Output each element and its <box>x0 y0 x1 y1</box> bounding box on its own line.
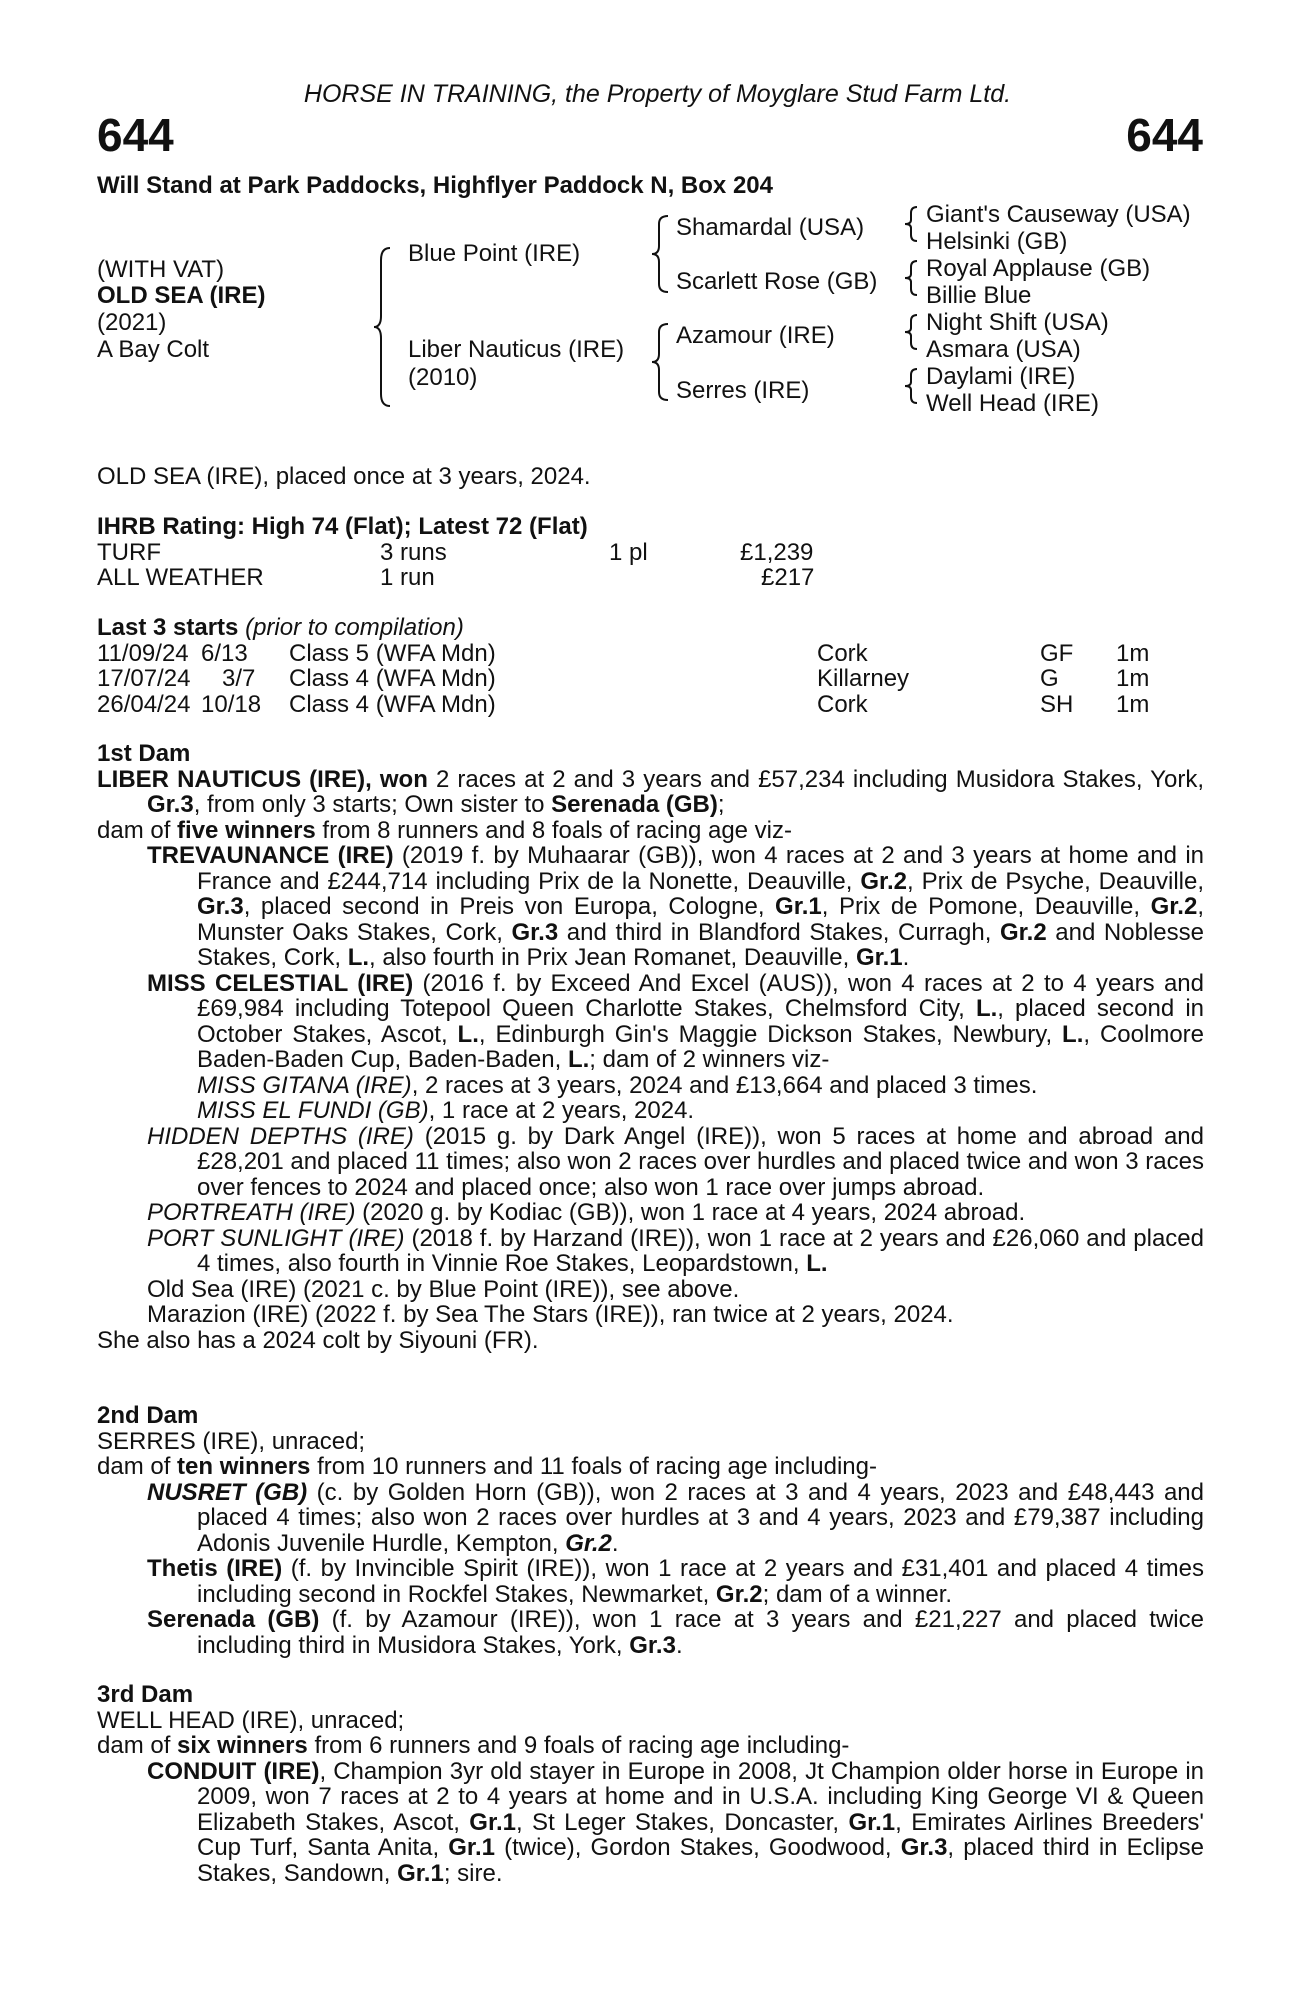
start-position: 6/13 <box>201 639 248 667</box>
rating-prize: £217 <box>761 564 815 591</box>
start-position: 10/18 <box>201 690 262 718</box>
progeny-text: (2015 g. by Dark Angel (IRE)), won 5 races at home and abroad and £28,201 and placed 11 times; also won 2 races over hurdles and placed twice and won 3 races over fences to 2024 and placed once; also won 1 race over jumps abroad. <box>197 1122 1204 1201</box>
progeny-text: (f. by Azamour (IRE)), won 1 race at 3 years and £21,227 and placed twice including third in Musidora Stakes, York, <box>197 1606 1204 1659</box>
progeny-text: ; sire. <box>443 1859 503 1887</box>
starts-heading: Last 3 starts <box>97 614 239 641</box>
stand-location: Will Stand at Park Paddocks, Highflyer Paddock N, Box 204 <box>97 172 773 199</box>
grade: Gr.1 <box>855 944 903 971</box>
start-distance: 1m <box>1116 665 1150 692</box>
grade: Gr.3 <box>147 791 194 818</box>
dam-colt-note: She also has a 2024 colt by Siyouni (FR). <box>97 1326 539 1354</box>
start-date: 26/04/24 <box>97 690 191 718</box>
progeny-old-sea: Old Sea (IRE) (2021 c. by Blue Point (IRE)), see above. <box>147 1275 740 1303</box>
progeny-text: , Champion 3yr old stayer in Europe in 2008, Jt Champion older horse in Europe in 2009, won 7 races at 2 to 4 years at home and in U.S.A. including King George VI & Queen Elizabeth Stakes, Ascot, <box>197 1757 1205 1836</box>
rating-runs: 3 runs <box>380 538 447 566</box>
progeny-hidden-depths <box>97 1124 1204 1201</box>
rating-runs: 1 run <box>380 564 435 591</box>
progeny-name: NUSRET (GB) <box>147 1478 308 1506</box>
grade: L. <box>347 944 370 971</box>
grade: Gr.1 <box>397 1859 444 1887</box>
dam-dam-sire: Daylami (IRE) <box>926 363 1076 390</box>
start-race: Class 5 (WFA Mdn) <box>289 639 496 667</box>
progeny-text: , Prix de Pomone, Deauville, <box>821 893 1151 920</box>
start-row <box>97 692 1197 718</box>
grade: L. <box>567 1046 590 1073</box>
progeny-text: , 1 race at 2 years, 2024. <box>428 1097 695 1124</box>
progeny-text: (2020 g. by Kodiac (GB)), won 1 race at 4 years, 2024 abroad. <box>355 1199 1026 1226</box>
brace-sd <box>903 259 919 297</box>
progeny-text: and Noblesse Stakes, Cork, <box>197 918 1204 971</box>
grade: L. <box>975 995 998 1022</box>
rating-heading: IHRB Rating: High 74 (Flat); Latest 72 (Flat) <box>97 513 588 540</box>
progeny-text: (2019 f. by Muhaarar (GB)), won 4 races at 2 and 3 years at home and in France and £244,714 including Prix de la Nonette, Deauville, <box>197 842 1204 895</box>
third-dam-produce-intro <box>97 1733 1204 1759</box>
starts-note: (prior to compilation) <box>245 614 464 641</box>
progeny-miss-gitana <box>97 1073 1204 1099</box>
start-course: Cork <box>817 690 868 718</box>
sire: Blue Point (IRE) <box>408 240 581 267</box>
progeny-miss-el-fundi <box>97 1098 1204 1124</box>
grade: Gr.2 <box>999 918 1047 946</box>
grade: Gr.2 <box>565 1529 612 1557</box>
third-dam-section <box>97 1682 1204 1886</box>
second-dam-name: SERRES (IRE), unraced; <box>97 1427 366 1455</box>
race-summary: OLD SEA (IRE), placed once at 3 years, 2024. <box>97 463 591 490</box>
progeny-text: , St Leger Stakes, Doncaster, <box>516 1808 849 1836</box>
progeny-portreath <box>97 1200 1204 1226</box>
first-dam-section <box>97 741 1204 1353</box>
grade: Gr.1 <box>848 1808 896 1836</box>
vat-note: (WITH VAT) <box>97 256 225 283</box>
dam-name: LIBER NAUTICUS (IRE), won <box>97 765 428 793</box>
progeny-text: , Prix de Psyche, Deauville, <box>907 867 1205 895</box>
intro-text: from 10 runners and 11 foals of racing age including- <box>310 1453 877 1480</box>
progeny-miss-celestial <box>97 971 1204 1073</box>
progeny-text: . <box>675 1631 683 1659</box>
brace-main <box>372 246 392 408</box>
start-going: GF <box>1040 639 1074 667</box>
intro-text: dam of <box>97 1732 178 1759</box>
progeny-text: and third in Blandford Stakes, Curragh, <box>558 918 1000 946</box>
progeny-port-sunlight <box>97 1226 1204 1277</box>
progeny-text: , Munster Oaks Stakes, Cork, <box>197 893 1204 946</box>
first-dam-heading: 1st Dam <box>97 740 191 767</box>
sire-dam-dam: Billie Blue <box>926 282 1032 309</box>
progeny-text: , placed second in October Stakes, Ascot, <box>197 995 1205 1048</box>
progeny-text: ; dam of 2 winners viz- <box>589 1046 830 1073</box>
sister-name: Serenada (GB) <box>551 791 718 818</box>
start-course: Killarney <box>817 665 910 692</box>
grade: L. <box>457 1020 479 1048</box>
progeny-name: CONDUIT (IRE) <box>147 1757 320 1785</box>
progeny-text: (f. by Invincible Spirit (IRE)), won 1 race at 2 years and £31,401 and placed 4 times including second in Rockfel Stakes, Newmarket, <box>197 1555 1204 1608</box>
rating-surface: ALL WEATHER <box>97 564 264 591</box>
first-dam-produce-intro <box>97 818 1204 844</box>
progeny-conduit <box>97 1759 1204 1887</box>
start-race: Class 4 (WFA Mdn) <box>289 665 496 692</box>
intro-text: dam of <box>97 816 178 844</box>
start-position: 3/7 <box>222 665 256 692</box>
progeny-text: (2018 f. by Harzand (IRE)), won 1 race at 2 years and £26,060 and placed 4 times, also fourth in Vinnie Roe Stakes, Leopardstown, <box>197 1224 1204 1277</box>
progeny-text: (twice), Gordon Stakes, Goodwood, <box>494 1834 901 1861</box>
dam-dam-dam: Well Head (IRE) <box>926 390 1099 417</box>
progeny-text: (2016 f. by Exceed And Excel (AUS)), won 4 races at 2 to 4 years and £69,984 including Totepool Queen Charlotte Stakes, Chelmsford City, <box>197 969 1205 1022</box>
winners-count: ten winners <box>177 1453 311 1480</box>
rating-surface: TURF <box>97 538 161 566</box>
brace-sire <box>650 214 670 294</box>
grade: Gr.1 <box>775 893 822 920</box>
intro-text: dam of <box>97 1453 178 1480</box>
start-going: G <box>1040 665 1059 692</box>
progeny-text: , placed second in Preis von Europa, Cologne, <box>243 893 776 920</box>
dam: Liber Nauticus (IRE) <box>408 336 625 363</box>
start-distance: 1m <box>1116 639 1150 667</box>
progeny-serenada <box>97 1607 1204 1658</box>
second-dam-heading: 2nd Dam <box>97 1402 199 1429</box>
progeny-name: PORT SUNLIGHT (IRE) <box>147 1224 405 1252</box>
lot-number-right: 644 <box>1126 109 1203 161</box>
progeny-name: Thetis (IRE) <box>147 1555 283 1582</box>
brace-ss <box>903 205 919 243</box>
grade: Gr.3 <box>197 893 244 920</box>
start-going: SH <box>1040 690 1074 718</box>
progeny-trevaunance <box>97 843 1204 971</box>
dam-sire-sire: Night Shift (USA) <box>926 309 1109 336</box>
third-dam-name: WELL HEAD (IRE), unraced; <box>97 1706 405 1734</box>
dam-dam: Serres (IRE) <box>676 377 810 404</box>
progeny-text: (c. by Golden Horn (GB)), won 2 races at 3 and 4 years, 2023 and £48,443 and placed 4 times; also won 2 races over hurdles at 3 and 4 years, 2023 and £79,387 including Adonis Juvenile Hurdle, Kempton, <box>197 1478 1204 1557</box>
dam-sire-dam: Asmara (USA) <box>926 336 1081 363</box>
second-dam-produce-intro <box>97 1454 1204 1480</box>
progeny-text: , placed third in Eclipse Stakes, Sandown, <box>197 1834 1205 1887</box>
progeny-text: , Edinburgh Gin's Maggie Dickson Stakes, Newbury, <box>478 1020 1063 1048</box>
progeny-text: . <box>611 1529 619 1557</box>
progeny-marazion: Marazion (IRE) (2022 f. by Sea The Stars (IRE)), ran twice at 2 years, 2024. <box>147 1301 954 1328</box>
first-dam-record <box>97 767 1204 818</box>
rating-prize: £1,239 <box>740 538 814 566</box>
progeny-text: , 2 races at 3 years, 2024 and £13,664 and placed 3 times. <box>411 1071 1038 1099</box>
brace-ds <box>903 313 919 351</box>
progeny-name: HIDDEN DEPTHS (IRE) <box>147 1122 414 1150</box>
progeny-name: TREVAUNANCE (IRE) <box>147 842 394 869</box>
page-title: HORSE IN TRAINING, the Property of Moyglare Stud Farm Ltd. <box>303 80 1012 108</box>
sire-sire: Shamardal (USA) <box>676 214 865 241</box>
sire-sire-dam: Helsinki (GB) <box>926 228 1068 255</box>
sire-dam: Scarlett Rose (GB) <box>676 268 878 295</box>
grade: Gr.1 <box>448 1834 495 1861</box>
second-dam-section <box>97 1403 1204 1658</box>
grade: Gr.3 <box>511 918 559 946</box>
rating-row <box>97 540 1197 566</box>
sire-dam-sire: Royal Applause (GB) <box>926 255 1151 282</box>
grade: Gr.3 <box>900 1834 948 1861</box>
start-row <box>97 666 1197 692</box>
progeny-name: PORTREATH (IRE) <box>147 1199 356 1226</box>
winners-count: six winners <box>177 1732 308 1759</box>
grade: Gr.3 <box>629 1631 676 1659</box>
grade: Gr.1 <box>469 1808 516 1836</box>
start-date: 11/09/24 <box>97 639 189 667</box>
horse-year: (2021) <box>97 309 167 336</box>
progeny-name: MISS EL FUNDI (GB) <box>197 1097 429 1124</box>
start-date: 17/07/24 <box>97 665 191 692</box>
start-distance: 1m <box>1116 690 1150 718</box>
intro-text: from 8 runners and 8 foals of racing age viz- <box>315 816 793 844</box>
progeny-name: MISS CELESTIAL (IRE) <box>147 969 414 997</box>
grade: L. <box>806 1250 828 1277</box>
start-row <box>97 641 1197 667</box>
progeny-text: ; dam of a winner. <box>762 1580 953 1608</box>
lot-number-left: 644 <box>97 109 174 161</box>
grade: Gr.2 <box>860 867 908 895</box>
sire-sire-sire: Giant's Causeway (USA) <box>926 201 1191 228</box>
rating-placed: 1 pl <box>609 538 648 566</box>
grade: L. <box>1062 1020 1084 1048</box>
intro-text: from 6 runners and 9 foals of racing age including- <box>307 1732 850 1759</box>
progeny-thetis <box>97 1556 1204 1607</box>
progeny-name: MISS GITANA (IRE) <box>197 1071 412 1099</box>
dam-year: (2010) <box>408 364 478 391</box>
progeny-text: , Coolmore Baden-Baden Cup, Baden-Baden, <box>197 1020 1205 1073</box>
progeny-text: , also fourth in Prix Jean Romanet, Deauville, <box>369 944 856 971</box>
dam-record-text: , from only 3 starts; Own sister to <box>193 791 552 818</box>
last-starts-section <box>97 615 1197 717</box>
horse-name: OLD SEA (IRE) <box>97 282 266 309</box>
dam-record-text: 2 races at 2 and 3 years and £57,234 including Musidora Stakes, York, <box>427 765 1204 793</box>
brace-dam <box>650 322 670 402</box>
rating-row <box>97 565 1197 591</box>
progeny-nusret <box>97 1480 1204 1557</box>
grade: Gr.2 <box>1150 893 1198 920</box>
progeny-name: Serenada (GB) <box>147 1606 320 1633</box>
start-course: Cork <box>817 639 868 667</box>
grade: Gr.2 <box>715 1580 763 1608</box>
start-race: Class 4 (WFA Mdn) <box>289 690 496 718</box>
progeny-text: . <box>902 944 910 971</box>
third-dam-heading: 3rd Dam <box>97 1681 194 1708</box>
winners-count: five winners <box>177 816 316 844</box>
rating-section <box>97 514 1197 591</box>
progeny-text: , Emirates Airlines Breeders' Cup Turf, Santa Anita, <box>197 1808 1204 1861</box>
horse-description: A Bay Colt <box>97 336 210 363</box>
dam-sire: Azamour (IRE) <box>676 322 835 349</box>
brace-dd <box>903 367 919 405</box>
dam-record-text: ; <box>717 791 725 818</box>
